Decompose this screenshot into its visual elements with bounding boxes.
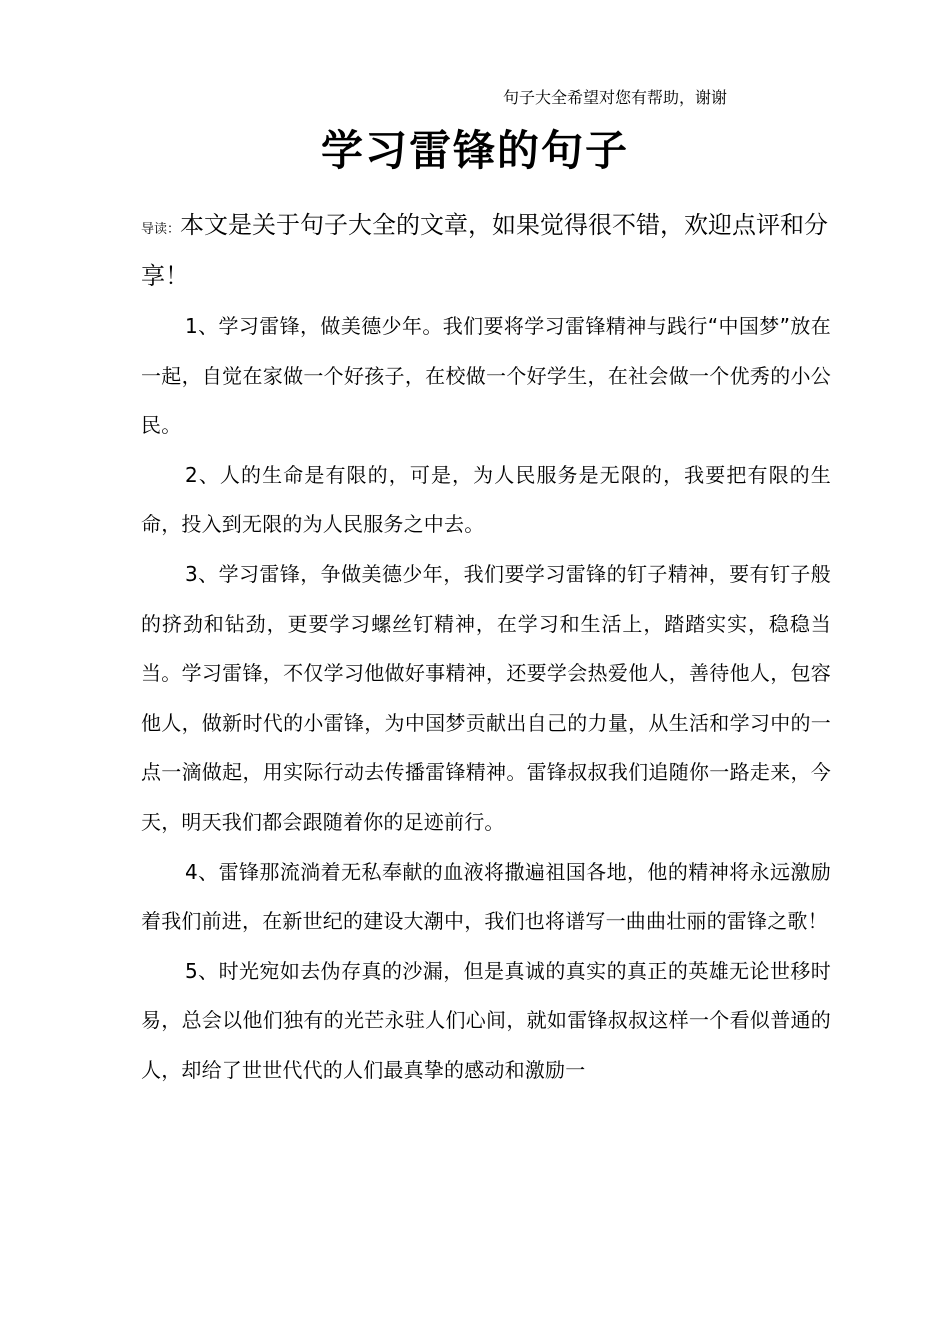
paragraph-3: 3、学习雷锋，争做美德少年，我们要学习雷锋的钉子精神，要有钉子般的挤劲和钻劲，更要学习螺丝钉精神，在学习和生活上，踏踏实实，稳稳当当。学习雷锋，不仅学习他做好事精神，还要学会热爱他人，善待他人，包容他人，做新时代的小雷锋，为中国梦贡献出自己的力量，从生活和学习中的一点一滴做起，用实际行动去传播雷锋精神。雷锋叔叔我们追随你一路走来，今天，明天我们都会跟随着你的足迹前行。: [141, 561, 831, 834]
paragraph-1: 1、学习雷锋，做美德少年。我们要将学习雷锋精神与践行“中国梦”放在一起，自觉在家做一个好孩子，在校做一个好学生，在社会做一个优秀的小公民。: [141, 314, 831, 438]
body-text: [141, 302, 831, 1096]
intro-paragraph: [141, 202, 831, 300]
paragraph-4: 4、雷锋那流淌着无私奉献的血液将撒遍祖国各地，他的精神将永远激励着我们前进，在新世纪的建设大潮中，我们也将谱写一曲曲壮丽的雷锋之歌！: [141, 859, 831, 934]
page-title: 学习雷锋的句子: [320, 126, 629, 175]
intro-lead-label: 导读：: [141, 222, 181, 237]
paragraph-2: 2、人的生命是有限的，可是，为人民服务是无限的，我要把有限的生命，投入到无限的为人民服务之中去。: [141, 462, 831, 537]
intro-text: 本文是关于句子大全的文章，如果觉得很不错，欢迎点评和分享！: [141, 211, 829, 290]
header-note: 句子大全希望对您有帮助，谢谢: [503, 88, 728, 107]
paragraph-5: 5、时光宛如去伪存真的沙漏，但是真诚的真实的真正的英雄无论世移时易，总会以他们独有的光芒永驻人们心间，就如雷锋叔叔这样一个看似普通的人，却给了世世代代的人们最真挚的感动和激励一: [141, 958, 831, 1082]
